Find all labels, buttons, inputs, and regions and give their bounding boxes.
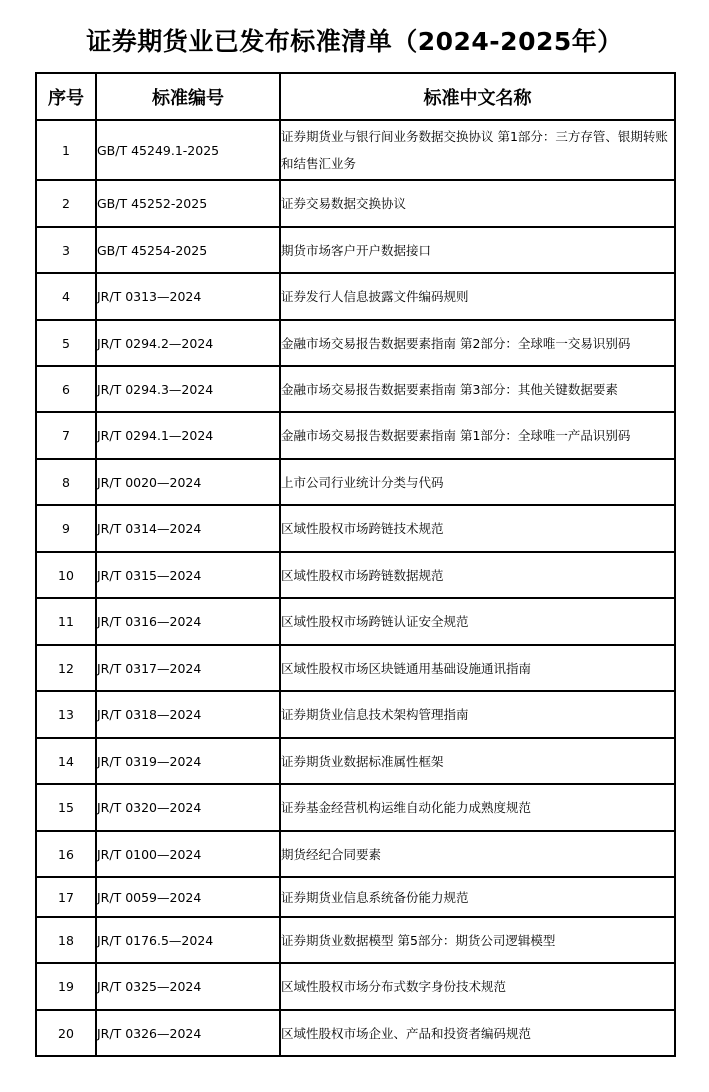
cell-standard-code: JR/T 0313—2024 [96, 273, 280, 320]
cell-standard-code: JR/T 0294.1—2024 [96, 412, 280, 459]
cell-standard-name: 金融市场交易报告数据要素指南 第2部分：全球唯一交易识别码 [280, 320, 675, 366]
cell-serial-number: 5 [36, 320, 96, 366]
cell-serial-number: 7 [36, 412, 96, 459]
cell-standard-code: JR/T 0176.5—2024 [96, 917, 280, 963]
cell-standard-code: JR/T 0315—2024 [96, 552, 280, 598]
cell-serial-number: 17 [36, 877, 96, 917]
cell-standard-code: GB/T 45249.1-2025 [96, 120, 280, 180]
table-row [36, 505, 675, 552]
cell-serial-number: 8 [36, 459, 96, 505]
cell-standard-code: GB/T 45252-2025 [96, 180, 280, 227]
cell-standard-name: 证券交易数据交换协议 [280, 180, 675, 227]
cell-standard-name: 证券期货业信息系统备份能力规范 [280, 877, 675, 917]
cell-standard-name: 区域性股权市场跨链技术规范 [280, 505, 675, 552]
cell-standard-code: JR/T 0326—2024 [96, 1010, 280, 1056]
cell-standard-name: 区域性股权市场分布式数字身份技术规范 [280, 963, 675, 1010]
cell-standard-code: JR/T 0316—2024 [96, 598, 280, 645]
cell-standard-name: 区域性股权市场跨链数据规范 [280, 552, 675, 598]
cell-serial-number: 1 [36, 120, 96, 180]
table-row [36, 963, 675, 1010]
table-row [36, 227, 675, 273]
cell-serial-number: 19 [36, 963, 96, 1010]
table-header-row [36, 73, 675, 120]
cell-standard-code: JR/T 0314—2024 [96, 505, 280, 552]
table-row [36, 598, 675, 645]
cell-serial-number: 20 [36, 1010, 96, 1056]
cell-standard-name: 区域性股权市场跨链认证安全规范 [280, 598, 675, 645]
cell-standard-code: JR/T 0020—2024 [96, 459, 280, 505]
cell-serial-number: 14 [36, 738, 96, 784]
table-row [36, 320, 675, 366]
cell-standard-code: JR/T 0320—2024 [96, 784, 280, 831]
cell-standard-code: JR/T 0059—2024 [96, 877, 280, 917]
cell-serial-number: 15 [36, 784, 96, 831]
header-standard-name: 标准中文名称 [280, 73, 675, 120]
cell-standard-code: JR/T 0318—2024 [96, 691, 280, 738]
cell-standard-name: 证券发行人信息披露文件编码规则 [280, 273, 675, 320]
table-row [36, 552, 675, 598]
cell-standard-name: 证券基金经营机构运维自动化能力成熟度规范 [280, 784, 675, 831]
cell-standard-code: JR/T 0325—2024 [96, 963, 280, 1010]
cell-standard-code: JR/T 0319—2024 [96, 738, 280, 784]
cell-standard-name: 证券期货业与银行间业务数据交换协议 第1部分：三方存管、银期转账和结售汇业务 [280, 120, 675, 180]
cell-standard-code: JR/T 0294.2—2024 [96, 320, 280, 366]
table-row [36, 273, 675, 320]
cell-serial-number: 2 [36, 180, 96, 227]
table-row [36, 180, 675, 227]
table-body [36, 120, 675, 1056]
table-row [36, 738, 675, 784]
header-serial-number: 序号 [36, 73, 96, 120]
table-row [36, 366, 675, 412]
cell-serial-number: 4 [36, 273, 96, 320]
table-row [36, 917, 675, 963]
cell-serial-number: 16 [36, 831, 96, 877]
header-standard-code: 标准编号 [96, 73, 280, 120]
table-row [36, 831, 675, 877]
cell-standard-code: JR/T 0100—2024 [96, 831, 280, 877]
cell-standard-name: 证券期货业数据标准属性框架 [280, 738, 675, 784]
table-row [36, 691, 675, 738]
cell-serial-number: 12 [36, 645, 96, 691]
cell-serial-number: 11 [36, 598, 96, 645]
standards-table [35, 72, 676, 1057]
table-row [36, 877, 675, 917]
cell-standard-name: 上市公司行业统计分类与代码 [280, 459, 675, 505]
table-row [36, 120, 675, 180]
document-title: 证券期货业已发布标准清单（2024-2025年） [86, 27, 623, 56]
table-row [36, 412, 675, 459]
cell-standard-name: 期货经纪合同要素 [280, 831, 675, 877]
cell-standard-name: 金融市场交易报告数据要素指南 第3部分：其他关键数据要素 [280, 366, 675, 412]
cell-serial-number: 10 [36, 552, 96, 598]
table-row [36, 784, 675, 831]
cell-standard-name: 证券期货业信息技术架构管理指南 [280, 691, 675, 738]
cell-serial-number: 13 [36, 691, 96, 738]
cell-serial-number: 9 [36, 505, 96, 552]
cell-standard-code: JR/T 0317—2024 [96, 645, 280, 691]
cell-standard-name: 金融市场交易报告数据要素指南 第1部分：全球唯一产品识别码 [280, 412, 675, 459]
cell-standard-name: 区域性股权市场区块链通用基础设施通讯指南 [280, 645, 675, 691]
cell-standard-name: 区域性股权市场企业、产品和投资者编码规范 [280, 1010, 675, 1056]
cell-serial-number: 3 [36, 227, 96, 273]
cell-serial-number: 18 [36, 917, 96, 963]
table-row [36, 459, 675, 505]
cell-standard-name: 证券期货业数据模型 第5部分：期货公司逻辑模型 [280, 917, 675, 963]
cell-standard-code: JR/T 0294.3—2024 [96, 366, 280, 412]
table-row [36, 645, 675, 691]
cell-standard-name: 期货市场客户开户数据接口 [280, 227, 675, 273]
cell-serial-number: 6 [36, 366, 96, 412]
table-row [36, 1010, 675, 1056]
cell-standard-code: GB/T 45254-2025 [96, 227, 280, 273]
